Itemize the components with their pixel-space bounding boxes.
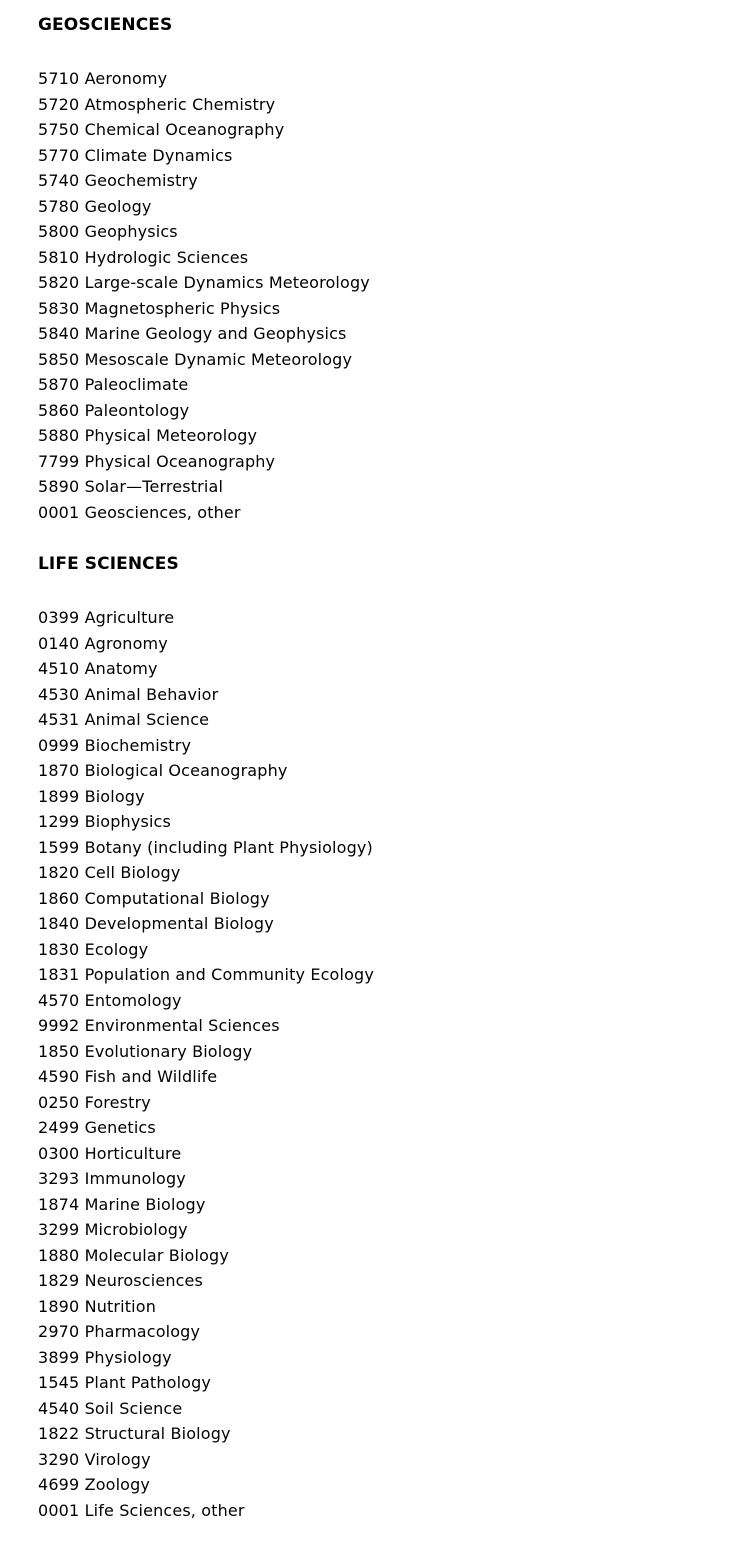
field-name: Physiology [84, 1347, 172, 1367]
field-name: Physical Oceanography [84, 451, 276, 471]
list-item [38, 809, 749, 835]
list-item [38, 398, 749, 424]
field-code: 1890 [38, 1296, 80, 1316]
field-code: 0999 [38, 735, 80, 755]
field-name: Atmospheric Chemistry [84, 94, 276, 114]
field-code: 4570 [38, 990, 80, 1010]
field-name: Geochemistry [84, 171, 198, 190]
list-item [38, 1064, 749, 1090]
field-code: 1822 [38, 1424, 80, 1443]
list-item [38, 1115, 749, 1141]
field-name: Chemical Oceanography [84, 120, 285, 139]
field-name: Climate Dynamics [84, 145, 233, 165]
field-code: 5860 [38, 400, 80, 420]
field-name: Biological Oceanography [84, 761, 288, 780]
field-name: Large-scale Dynamics Meteorology [84, 273, 370, 292]
field-code: 5880 [38, 426, 80, 445]
field-name: Nutrition [84, 1296, 156, 1316]
list-item [38, 500, 749, 526]
list-item [38, 143, 749, 169]
list-item [38, 296, 749, 322]
section-life-sciences [38, 553, 749, 1523]
field-name: Biochemistry [84, 735, 192, 755]
list-item [38, 1166, 749, 1192]
list-item [38, 860, 749, 886]
list-item [38, 1472, 749, 1498]
list-item [38, 1217, 749, 1243]
field-name: Animal Behavior [84, 684, 219, 704]
field-code: 4530 [38, 684, 80, 704]
field-name: Life Sciences, other [84, 1500, 245, 1520]
field-code: 4531 [38, 710, 80, 729]
field-name: Marine Geology and Geophysics [84, 324, 347, 343]
list-item [38, 758, 749, 784]
field-code: 1820 [38, 863, 80, 882]
field-code: 5710 [38, 69, 80, 88]
field-code: 1880 [38, 1245, 80, 1265]
field-name: Marine Biology [84, 1194, 206, 1214]
list-item [38, 962, 749, 988]
field-code: 5820 [38, 273, 80, 292]
field-code: 0001 [38, 1500, 80, 1520]
list-item [38, 270, 749, 296]
field-code: 5850 [38, 349, 80, 369]
field-code: 5870 [38, 375, 80, 394]
field-code: 5750 [38, 120, 80, 139]
field-name: Geosciences, other [84, 502, 241, 522]
field-code: 9992 [38, 1016, 80, 1035]
section-heading: GEOSCIENCES [38, 15, 173, 35]
field-code: 5770 [38, 145, 80, 165]
list-item [38, 1345, 749, 1371]
field-code: 1860 [38, 888, 80, 908]
list-item [38, 1192, 749, 1218]
field-code: 1850 [38, 1041, 80, 1061]
field-name: Neurosciences [84, 1271, 204, 1290]
list-item [38, 784, 749, 810]
list-item [38, 66, 749, 92]
field-name: Biology [84, 786, 145, 806]
list-item [38, 835, 749, 861]
list-item [38, 1090, 749, 1116]
field-code: 5740 [38, 171, 80, 190]
field-code: 1299 [38, 812, 80, 831]
field-code: 1831 [38, 965, 80, 984]
field-code: 1840 [38, 914, 80, 933]
field-code: 0300 [38, 1143, 80, 1163]
list-item [38, 1039, 749, 1065]
list-item [38, 347, 749, 373]
field-name: Aeronomy [84, 69, 168, 88]
list-item [38, 1013, 749, 1039]
field-name: Anatomy [84, 659, 158, 678]
field-name: Biophysics [84, 812, 171, 831]
field-code: 5810 [38, 247, 80, 267]
field-name: Hydrologic Sciences [84, 247, 249, 267]
field-name: Fish and Wildlife [84, 1067, 218, 1086]
field-code: 4510 [38, 659, 80, 678]
field-name: Genetics [84, 1118, 156, 1137]
field-name: Mesoscale Dynamic Meteorology [84, 349, 353, 369]
list-item [38, 1294, 749, 1320]
list-item [38, 1421, 749, 1447]
field-code: 0001 [38, 502, 80, 522]
list-item [38, 117, 749, 143]
list-item [38, 733, 749, 759]
field-name: Environmental Sciences [84, 1016, 280, 1035]
field-code: 3299 [38, 1220, 80, 1239]
field-code: 1829 [38, 1271, 80, 1290]
list-item [38, 656, 749, 682]
list-item [38, 937, 749, 963]
list-item [38, 321, 749, 347]
field-code: 0250 [38, 1092, 80, 1112]
field-code: 1899 [38, 786, 80, 806]
list-item [38, 245, 749, 271]
field-name: Plant Pathology [84, 1373, 212, 1392]
list-item [38, 1447, 749, 1473]
list-item [38, 1319, 749, 1345]
field-name: Agriculture [84, 608, 175, 627]
field-list [38, 605, 749, 1523]
field-name: Ecology [84, 939, 149, 959]
section-heading: LIFE SCIENCES [38, 554, 179, 574]
field-name: Population and Community Ecology [84, 965, 374, 984]
field-code: 5890 [38, 477, 80, 496]
field-name: Horticulture [84, 1143, 182, 1163]
list-item [38, 219, 749, 245]
list-item [38, 911, 749, 937]
section-geosciences [38, 14, 749, 525]
field-code: 5800 [38, 222, 80, 241]
field-code: 1870 [38, 761, 80, 780]
list-item [38, 474, 749, 500]
field-code: 5830 [38, 298, 80, 318]
list-item [38, 372, 749, 398]
field-code: 1599 [38, 837, 80, 857]
field-name: Structural Biology [84, 1424, 231, 1443]
list-item [38, 194, 749, 220]
field-list [38, 66, 749, 525]
field-name: Magnetospheric Physics [84, 298, 281, 318]
field-code: 3290 [38, 1449, 80, 1469]
list-item [38, 1141, 749, 1167]
list-item [38, 1268, 749, 1294]
field-name: Soil Science [84, 1398, 183, 1418]
field-name: Cell Biology [84, 863, 181, 882]
field-code: 1545 [38, 1373, 80, 1392]
field-code: 4590 [38, 1067, 80, 1086]
list-item [38, 423, 749, 449]
field-code: 3293 [38, 1169, 80, 1188]
field-code: 0399 [38, 608, 80, 627]
field-name: Forestry [84, 1092, 151, 1112]
field-code: 5780 [38, 196, 80, 216]
field-name: Paleoclimate [84, 375, 189, 394]
field-name: Molecular Biology [84, 1245, 229, 1265]
field-code: 5720 [38, 94, 80, 114]
list-item [38, 682, 749, 708]
field-name: Microbiology [84, 1220, 188, 1239]
field-code: 3899 [38, 1347, 80, 1367]
list-item [38, 886, 749, 912]
list-item [38, 92, 749, 118]
field-name: Developmental Biology [84, 914, 274, 933]
field-name: Paleontology [84, 400, 190, 420]
field-name: Geology [84, 196, 152, 216]
field-name: Evolutionary Biology [84, 1041, 253, 1061]
list-item [38, 631, 749, 657]
list-item [38, 1243, 749, 1269]
list-item [38, 988, 749, 1014]
field-name: Geophysics [84, 222, 178, 241]
field-code: 0140 [38, 633, 80, 653]
list-item [38, 168, 749, 194]
field-name: Entomology [84, 990, 182, 1010]
list-item [38, 1396, 749, 1422]
field-code: 4540 [38, 1398, 80, 1418]
list-item [38, 605, 749, 631]
field-name: Botany (including Plant Physiology) [84, 837, 373, 857]
list-item [38, 707, 749, 733]
field-name: Zoology [84, 1475, 151, 1494]
field-name: Pharmacology [84, 1322, 201, 1341]
field-code: 4699 [38, 1475, 80, 1494]
field-name: Computational Biology [84, 888, 270, 908]
field-name: Virology [84, 1449, 151, 1469]
field-code: 1830 [38, 939, 80, 959]
list-item [38, 1498, 749, 1524]
list-item [38, 1370, 749, 1396]
field-name: Physical Meteorology [84, 426, 258, 445]
field-code: 2970 [38, 1322, 80, 1341]
field-code: 5840 [38, 324, 80, 343]
field-code: 2499 [38, 1118, 80, 1137]
field-name: Animal Science [84, 710, 210, 729]
field-name: Immunology [84, 1169, 186, 1188]
field-code: 1874 [38, 1194, 80, 1214]
field-name: Agronomy [84, 633, 168, 653]
field-name: Solar—Terrestrial [84, 477, 224, 496]
field-code: 7799 [38, 451, 80, 471]
list-item [38, 449, 749, 475]
